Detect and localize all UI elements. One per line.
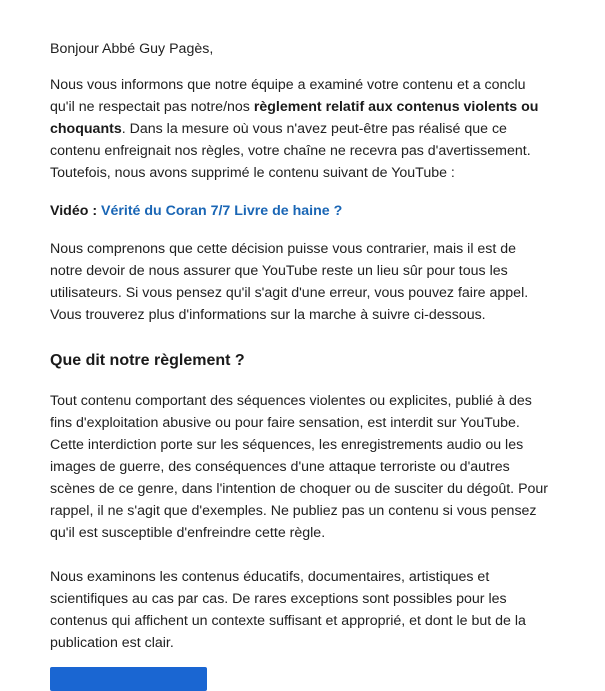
notice-text-start: Nous vous informons que notre équipe a examiné votre contenu et a conclu qu'il ne respectait pas notre/nos	[50, 77, 526, 115]
policy-heading: Que dit notre règlement ?	[50, 352, 245, 369]
policy-paragraph-2: Nous examinons les contenus éducatifs, documentaires, artistiques et scientifiques au cas par cas. De rares exceptions sont possibles pour les contenus qui affichent un contexte suffisant et approprié, et dont le but de la publication est clair.	[50, 569, 526, 651]
notice-paragraph	[50, 74, 550, 184]
video-label: Vidéo :	[50, 203, 98, 219]
notice-text-end: . Dans la mesure où vous n'avez peut-être pas réalisé que ce contenu enfreignait nos règles, votre chaîne ne recevra pas d'avertissement. Toutefois, nous avons supprimé le contenu suivant de YouTube :	[50, 121, 531, 181]
policy-name: règlement relatif aux contenus violents ou choquants	[50, 99, 539, 137]
video-line	[50, 200, 550, 222]
policy-paragraph-1: Tout contenu comportant des séquences violentes ou explicites, publié à des fins d'exploitation abusive ou pour faire sensation, est interdit sur YouTube. Cette interdiction porte sur les séquences, les enregistrements audio ou les images de guerre, des conséquences d'une attaque terroriste ou d'autres scènes de ce genre, dans l'intention de choquer ou de susciter du dégoût. Pour rappel, il ne s'agit que d'exemples. Ne publiez pas un contenu si vous pensez qu'il est susceptible d'enfreindre cette règle.	[50, 393, 549, 541]
apology-paragraph: Nous comprenons que cette décision puisse vous contrarier, mais il est de notre devoir de nous assurer que YouTube reste un lieu sûr pour tous les utilisateurs. Si vous pensez qu'il s'agit d'une erreur, vous pouvez faire appel. Vous trouverez plus d'informations sur la marche à suivre ci-dessous.	[50, 241, 529, 323]
email-body	[50, 38, 550, 654]
video-title-link[interactable]: Vérité du Coran 7/7 Livre de haine ?	[101, 203, 343, 219]
action-button[interactable]	[50, 667, 207, 691]
greeting: Bonjour Abbé Guy Pagès,	[50, 41, 214, 57]
